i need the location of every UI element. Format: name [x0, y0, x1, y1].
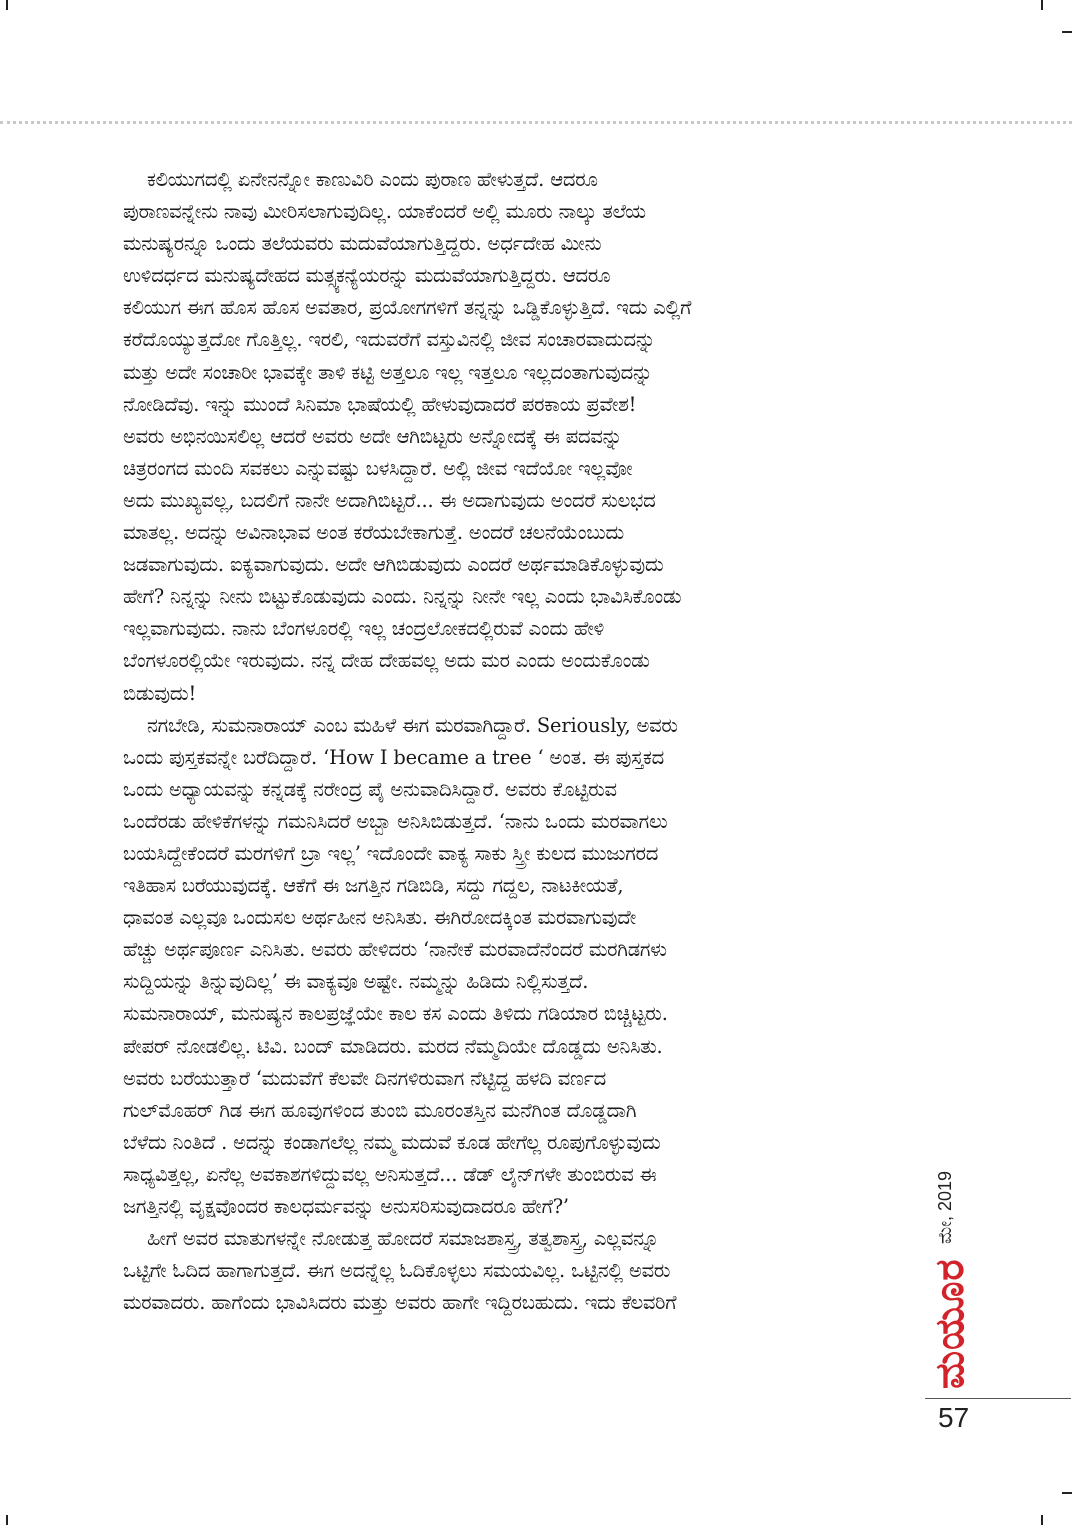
- text-line: ಇಲ್ಲವಾಗುವುದು. ನಾನು ಬೆಂಗಳೂರಲ್ಲಿ ಇಲ್ಲ ಚಂದ್ರಲೋಕದಲ್ಲಿರುವೆ ಎಂದು ಹೇಳಿ: [123, 617, 605, 641]
- article-body: [123, 164, 887, 1319]
- page-number: 57: [938, 1402, 970, 1433]
- text-line: ಅದು ಮುಖ್ಯವಲ್ಲ, ಬದಲಿಗೆ ನಾನೇ ಅದಾಗಿಬಿಟ್ಟರೆ... ಈ ಅದಾಗುವುದು ಅಂದರೆ ಸುಲಭದ: [123, 488, 656, 512]
- text-line: ಸಾಧ್ಯವಿತ್ತಲ್ಲ, ಏನೆಲ್ಲ ಅವಕಾಶಗಳಿದ್ದುವಲ್ಲ ಅನಿಸುತ್ತದೆ... ಡೆಡ್ ಲೈನ್‌ಗಳೇ ತುಂಬಿರುವ ಈ: [123, 1162, 657, 1186]
- text-line: ಧಾವಂತ ಎಲ್ಲವೂ ಒಂದುಸಲ ಅರ್ಥಹೀನ ಅನಿಸಿತು. ಈಗಿರೋದಕ್ಕಿಂತ ಮರವಾಗುವುದೇ: [123, 906, 637, 930]
- text-line: ಕಲಿಯುಗ ಈಗ ಹೊಸ ಹೊಸ ಅವತಾರ, ಪ್ರಯೋಗಗಳಿಗೆ ತನ್ನನ್ನು ಒಡ್ಡಿಕೊಳ್ಳುತ್ತಿದೆ. ಇದು ಎಲ್ಲಿಗೆ: [123, 296, 692, 320]
- text-line: ಬೆಂಗಳೂರಲ್ಲಿಯೇ ಇರುವುದು. ನನ್ನ ದೇಹ ದೇಹವಲ್ಲ ಅದು ಮರ ಎಂದು ಅಂದುಕೊಂಡು: [123, 649, 650, 673]
- crop-mark-top-left: [6, 0, 8, 10]
- text-line: ಮಾತಲ್ಲ. ಅದನ್ನು ಅವಿನಾಭಾವ ಅಂತ ಕರೆಯಬೇಕಾಗುತ್ತೆ. ಅಂದರೆ ಚಲನೆಯೆಂಬುದು: [123, 521, 625, 545]
- text-line: ನೋಡಿದೆವು. ಇನ್ನು ಮುಂದೆ ಸಿನಿಮಾ ಭಾಷೆಯಲ್ಲಿ ಹೇಳುವುದಾದರೆ ಪರಕಾಯ ಪ್ರವೇಶ!: [123, 392, 637, 416]
- text-line: ಕಲಿಯುಗದಲ್ಲಿ ಏನೇನನ್ನೋ ಕಾಣುವಿರಿ ಎಂದು ಪುರಾಣ ಹೇಳುತ್ತದೆ. ಆದರೂ: [147, 168, 598, 191]
- text-line: ಪೇಪರ್ ನೋಡಲಿಲ್ಲ. ಟಿವಿ. ಬಂದ್ ಮಾಡಿದರು. ಮರದ ನೆಮ್ಮದಿಯೇ ದೊಡ್ಡದು ಅನಿಸಿತು.: [123, 1034, 663, 1058]
- header-dotted-rule: [0, 121, 1072, 124]
- text-line: ಒಂದೆರಡು ಹೇಳಿಕೆಗಳನ್ನು ಗಮನಿಸಿದರೆ ಅಬ್ಬಾ ಅನಿಸಿಬಿಡುತ್ತದೆ. ‘ನಾನು ಒಂದು ಮರವಾಗಲು: [123, 809, 668, 833]
- text-line: ಅವರು ಅಭಿನಯಿಸಲಿಲ್ಲ ಆದರೆ ಅವರು ಅದೇ ಆಗಿಬಿಟ್ಟರು ಅನ್ನೋದಕ್ಕೆ ಈ ಪದವನ್ನು: [123, 424, 623, 448]
- paragraph-2: [123, 710, 887, 1224]
- folio-rule: [925, 1398, 1071, 1399]
- text-line: ಗುಲ್‌ಮೊಹರ್ ಗಿಡ ಈಗ ಹೂವುಗಳಿಂದ ತುಂಬಿ ಮೂರಂತಸ್ತಿನ ಮನೆಗಿಂತ ದೊಡ್ಡದಾಗಿ: [123, 1098, 637, 1122]
- text-line: ಬೆಳೆದು ನಿಂತಿದೆ . ಅದನ್ನು ಕಂಡಾಗಲೆಲ್ಲ ನಮ್ಮ ಮದುವೆ ಕೂಡ ಹೇಗೆಲ್ಲ ರೂಪುಗೊಳ್ಳುವುದು: [123, 1130, 661, 1154]
- text-line: ಹೀಗೆ ಅವರ ಮಾತುಗಳನ್ನೇ ನೋಡುತ್ತ ಹೋದರೆ ಸಮಾಜಶಾಸ್ತ್ರ, ತತ್ವಶಾಸ್ತ್ರ, ಎಲ್ಲವನ್ನೂ: [147, 1227, 659, 1251]
- text-line: ಬಯಸಿದ್ದೇಕೆಂದರೆ ಮರಗಳಿಗೆ ಬ್ರಾ ಇಲ್ಲ’ ಇದೊಂದೇ ವಾಕ್ಯ ಸಾಕು ಸ್ತ್ರೀ ಕುಲದ ಮುಜುಗರದ: [123, 841, 659, 865]
- crop-mark-bottom-right: [1041, 1515, 1043, 1525]
- text-line: ಪುರಾಣವನ್ನೇನು ನಾವು ಮೀರಿಸಲಾಗುವುದಿಲ್ಲ. ಯಾಕೆಂದರೆ ಅಲ್ಲಿ ಮೂರು ನಾಲ್ಕು ತಲೆಯ: [123, 200, 646, 224]
- text-line: ಸುದ್ದಿಯನ್ನು ತಿನ್ನುವುದಿಲ್ಲ’ ಈ ವಾಕ್ಯವೂ ಅಷ್ಟೇ. ನಮ್ಮನ್ನು ಹಿಡಿದು ನಿಲ್ಲಿಸುತ್ತದೆ.: [123, 970, 589, 994]
- text-line: ಒಂದು ಪುಸ್ತಕವನ್ನೇ ಬರೆದಿದ್ದಾರೆ. ‘How I became a tree ‘ ಅಂತ. ಈ ಪುಸ್ತಕದ: [123, 745, 664, 769]
- text-line: ಚಿತ್ರರಂಗದ ಮಂದಿ ಸವಕಲು ಎನ್ನುವಷ್ಟು ಬಳಸಿದ್ದಾರೆ. ಅಲ್ಲಿ ಜೀವ ಇದೆಯೋ ಇಲ್ಲವೋ: [123, 456, 633, 480]
- text-line: ಮರವಾದರು. ಹಾಗೆಂದು ಭಾವಿಸಿದರು ಮತ್ತು ಅವರು ಹಾಗೇ ಇದ್ದಿರಬಹುದು. ಇದು ಕೆಲವರಿಗೆ: [123, 1291, 677, 1315]
- text-line: ಉಳಿದರ್ಧದ ಮನುಷ್ಯದೇಹದ ಮತ್ಸ್ಯಕನ್ಯೆಯರನ್ನು ಮದುವೆಯಾಗುತ್ತಿದ್ದರು. ಆದರೂ: [123, 264, 611, 288]
- issue-date: [931, 1124, 971, 1244]
- text-line: ಕರೆದೊಯ್ಯುತ್ತದೋ ಗೊತ್ತಿಲ್ಲ. ಇರಲಿ, ಇದುವರೆಗೆ ವಸ್ತುವಿನಲ್ಲಿ ಜೀವ ಸಂಚಾರವಾದುದನ್ನು: [123, 328, 656, 352]
- paragraph-1: [123, 164, 887, 710]
- text-line: ಜಗತ್ತಿನಲ್ಲಿ ವೃಕ್ಷವೊಂದರ ಕಾಲಧರ್ಮವನ್ನು ಅನುಸರಿಸುವುದಾದರೂ ಹೇಗೆ?’: [123, 1195, 569, 1218]
- magazine-logo: [928, 1245, 972, 1389]
- text-line: ಇತಿಹಾಸ ಬರೆಯುವುದಕ್ಕೆ. ಆಕೆಗೆ ಈ ಜಗತ್ತಿನ ಗಡಿಬಿಡಿ, ಸದ್ದು ಗದ್ದಲ, ನಾಟಕೀಯತೆ,: [123, 874, 624, 898]
- text-line: ಮನುಷ್ಯರನ್ನೂ ಒಂದು ತಲೆಯವರು ಮದುವೆಯಾಗುತ್ತಿದ್ದರು. ಅರ್ಧದೇಹ ಮೀನು: [123, 232, 602, 256]
- crop-mark-right-top: [1062, 31, 1072, 33]
- text-line: ಸುಮನಾರಾಯ್, ಮನುಷ್ಯನ ಕಾಲಪ್ರಜ್ಞೆಯೇ ಕಾಲ ಕಸ ಎಂದು ತಿಳಿದು ಗಡಿಯಾರ ಬಿಚ್ಚಿಟ್ಟರು.: [123, 1002, 668, 1026]
- text-line: ಹೇಗೆ? ನಿನ್ನನ್ನು ನೀನು ಬಿಟ್ಟುಕೊಡುವುದು ಎಂದು. ನಿನ್ನನ್ನು ನೀನೇ ಇಲ್ಲ ಎಂದು ಭಾವಿಸಿಕೊಂಡು: [123, 585, 682, 609]
- crop-mark-bottom-left: [6, 1515, 8, 1525]
- crop-mark-right-bottom: [1062, 1492, 1072, 1494]
- text-line: ಜಡವಾಗುವುದು. ಐಕ್ಯವಾಗುವುದು. ಅದೇ ಆಗಿಬಿಡುವುದು ಎಂದರೆ ಅರ್ಥಮಾಡಿಕೊಳ್ಳುವುದು: [123, 553, 664, 577]
- text-line: ಒಟ್ಟಿಗೇ ಓದಿದ ಹಾಗಾಗುತ್ತದೆ. ಈಗ ಅದನ್ನೆಲ್ಲ ಓದಿಕೊಳ್ಳಲು ಸಮಯವಿಲ್ಲ. ಒಟ್ಟಿನಲ್ಲಿ ಅವರು: [123, 1259, 671, 1283]
- text-line: ಬಿಡುವುದು!: [123, 681, 197, 705]
- text-line: ಅವರು ಬರೆಯುತ್ತಾರೆ ‘ಮದುವೆಗೆ ಕೆಲವೇ ದಿನಗಳಿರುವಾಗ ನೆಟ್ಟಿದ್ದ ಹಳದಿ ವರ್ಣದ: [123, 1066, 607, 1090]
- crop-mark-top-right: [1041, 0, 1043, 10]
- issue-date-text: ಮೇ, 2019: [935, 1170, 955, 1244]
- text-line: ಒಂದು ಅಧ್ಯಾಯವನ್ನು ಕನ್ನಡಕ್ಕೆ ನರೇಂದ್ರ ಪೈ ಅನುವಾದಿಸಿದ್ದಾರೆ. ಅವರು ಕೊಟ್ಟಿರುವ: [123, 777, 617, 801]
- magazine-logo-text: ಮಯೂರ: [927, 1258, 973, 1389]
- text-line: ಹೆಚ್ಚು ಅರ್ಥಪೂರ್ಣ ಎನಿಸಿತು. ಅವರು ಹೇಳಿದರು ‘ನಾನೇಕೆ ಮರವಾದೆನೆಂದರೆ ಮರಗಿಡಗಳು: [123, 938, 667, 962]
- text-line: ಮತ್ತು ಅದೇ ಸಂಚಾರೀ ಭಾವಕ್ಕೇ ತಾಳಿ ಕಟ್ಟಿ ಅತ್ತಲೂ ಇಲ್ಲ ಇತ್ತಲೂ ಇಲ್ಲದಂತಾಗುವುದನ್ನು: [123, 360, 653, 384]
- text-line: ನಗಬೇಡಿ, ಸುಮನಾರಾಯ್ ಎಂಬ ಮಹಿಳೆ ಈಗ ಮರವಾಗಿದ್ದಾರೆ. Seriously, ಅವರು: [147, 713, 678, 737]
- paragraph-3: [123, 1223, 887, 1319]
